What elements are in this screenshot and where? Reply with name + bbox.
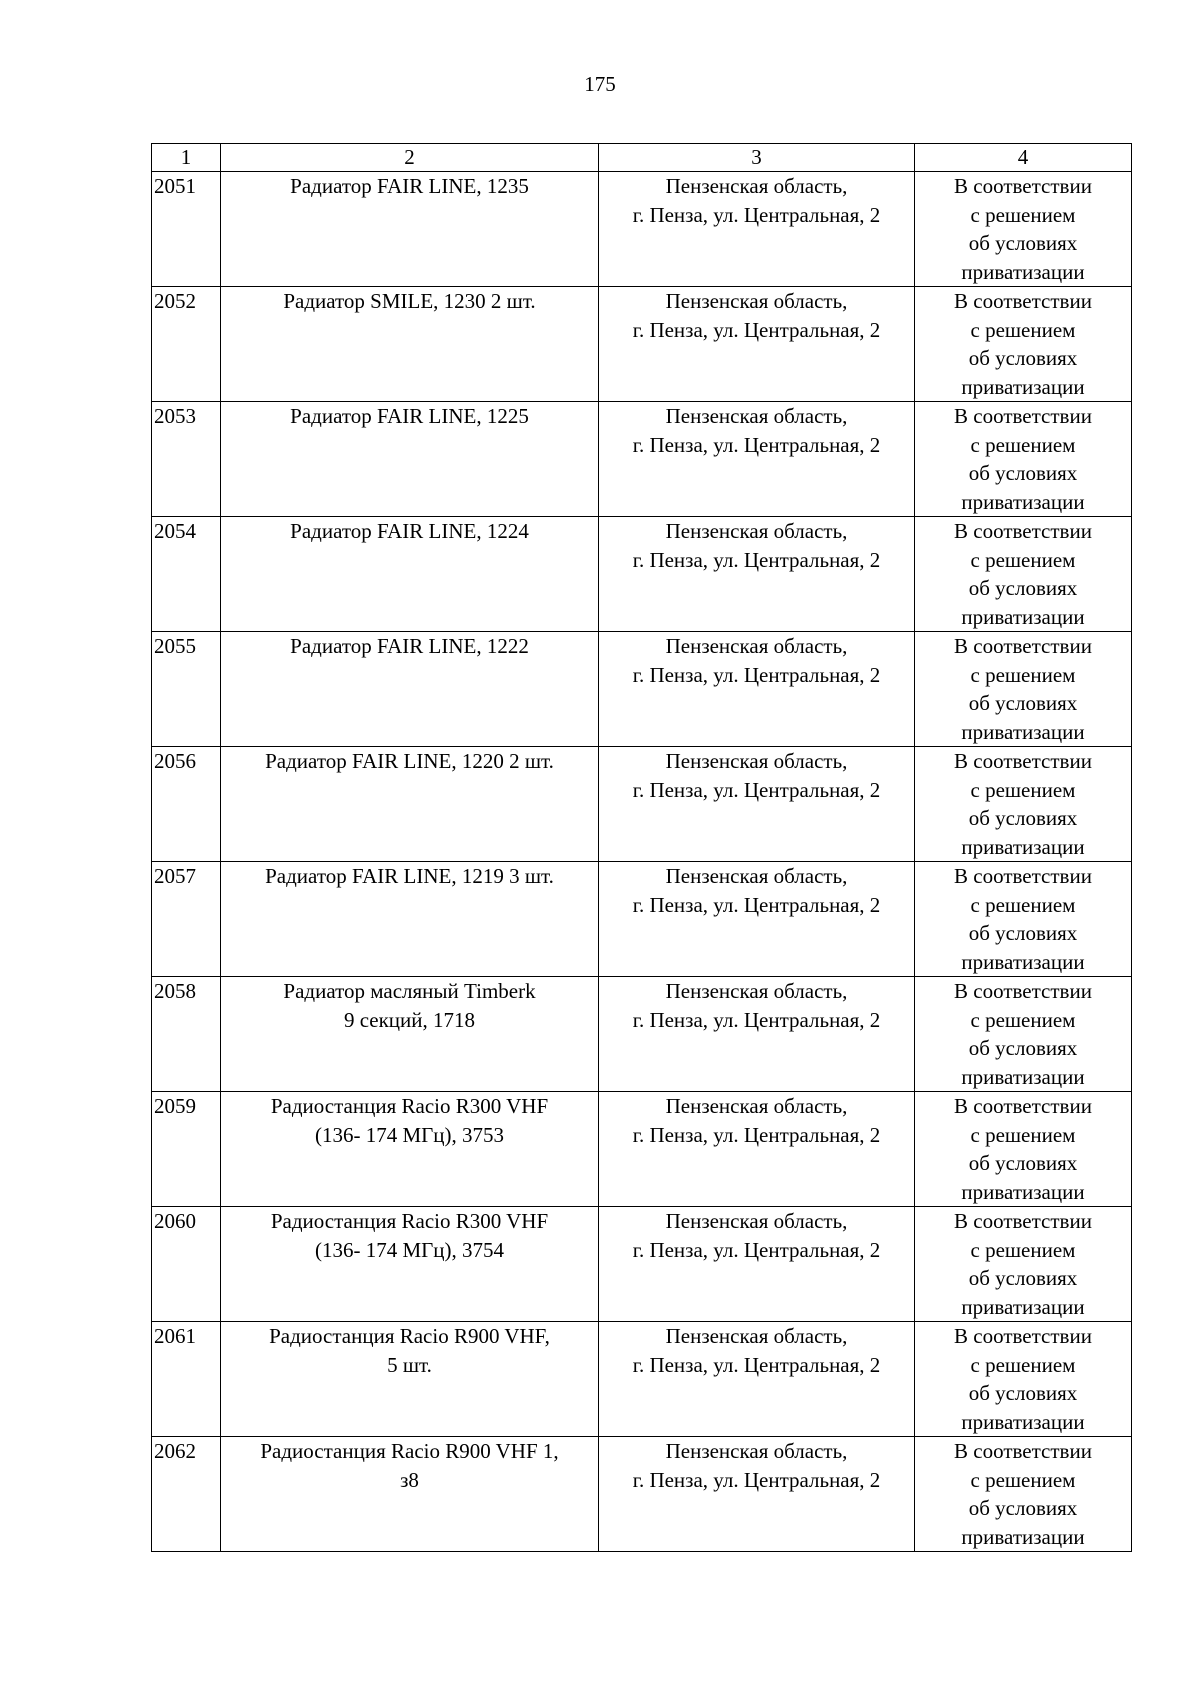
address-line: г. Пенза, ул. Центральная, 2: [632, 317, 881, 342]
table-body: [152, 172, 1132, 1552]
address-line: Пензенская область,: [665, 289, 848, 313]
row-number: 2056: [152, 747, 221, 862]
note-line: приватизации: [961, 604, 1085, 629]
note-line: с решением: [970, 1007, 1076, 1032]
note-line: В соответствии: [954, 519, 1092, 543]
note-line: В соответствии: [954, 1439, 1092, 1463]
item-name-cell: [221, 172, 599, 287]
column-header: 4: [915, 144, 1132, 172]
table-row: [152, 862, 1132, 977]
item-name-cell: [221, 862, 599, 977]
row-number: 2059: [152, 1092, 221, 1207]
note-line: об условиях: [968, 691, 1078, 715]
table-row: [152, 632, 1132, 747]
note-line: с решением: [970, 1237, 1076, 1262]
table-row: [152, 517, 1132, 632]
address-line: Пензенская область,: [665, 979, 848, 1003]
address-line: Пензенская область,: [665, 1209, 848, 1233]
table-row: [152, 402, 1132, 517]
row-number: 2062: [152, 1437, 221, 1552]
note-line: об условиях: [968, 806, 1078, 830]
note-cell: [915, 517, 1132, 632]
note-line: об условиях: [968, 576, 1078, 600]
address-cell: [599, 287, 915, 402]
item-name-cell: [221, 287, 599, 402]
item-name-line: Радиатор FAIR LINE, 1219 3 шт.: [265, 864, 554, 888]
note-line: приватизации: [961, 259, 1085, 284]
note-cell: [915, 747, 1132, 862]
item-name-line: Радиостанция Racio R900 VHF,: [269, 1324, 550, 1348]
address-cell: [599, 517, 915, 632]
row-number: 2054: [152, 517, 221, 632]
note-line: об условиях: [968, 346, 1078, 370]
note-line: приватизации: [961, 834, 1085, 859]
note-line: с решением: [970, 432, 1076, 457]
note-line: об условиях: [968, 231, 1078, 255]
item-name-line: (136- 174 МГц), 3754: [314, 1237, 505, 1262]
note-cell: [915, 172, 1132, 287]
address-cell: [599, 172, 915, 287]
address-line: г. Пенза, ул. Центральная, 2: [632, 1352, 881, 1377]
item-name-line: Радиостанция Racio R300 VHF: [270, 1209, 549, 1233]
note-cell: [915, 287, 1132, 402]
row-number: 2057: [152, 862, 221, 977]
table-header: [152, 144, 1132, 172]
item-name-cell: [221, 977, 599, 1092]
note-cell: [915, 1207, 1132, 1322]
table-row: [152, 1092, 1132, 1207]
item-name-line: Радиатор FAIR LINE, 1220 2 шт.: [265, 749, 554, 773]
note-line: В соответствии: [954, 634, 1092, 658]
note-line: В соответствии: [954, 174, 1092, 198]
item-name-line: Радиатор SMILE, 1230 2 шт.: [283, 289, 536, 313]
table-row: [152, 1207, 1132, 1322]
address-cell: [599, 1207, 915, 1322]
column-header: 3: [599, 144, 915, 172]
header-row: [152, 144, 1132, 172]
note-line: В соответствии: [954, 289, 1092, 313]
item-name-line: Радиатор FAIR LINE, 1224: [290, 519, 529, 543]
address-line: г. Пенза, ул. Центральная, 2: [632, 202, 881, 227]
item-name-line: (136- 174 МГц), 3753: [314, 1122, 505, 1147]
note-line: приватизации: [961, 374, 1085, 399]
address-line: Пензенская область,: [665, 1094, 848, 1118]
note-line: об условиях: [968, 1036, 1078, 1060]
item-name-cell: [221, 747, 599, 862]
row-number: 2055: [152, 632, 221, 747]
item-name-cell: [221, 1092, 599, 1207]
note-line: об условиях: [968, 1496, 1078, 1520]
row-number: 2053: [152, 402, 221, 517]
note-line: с решением: [970, 202, 1076, 227]
note-line: В соответствии: [954, 979, 1092, 1003]
note-line: В соответствии: [954, 749, 1092, 773]
note-line: приватизации: [961, 719, 1085, 744]
address-line: г. Пенза, ул. Центральная, 2: [632, 432, 881, 457]
column-header: 1: [152, 144, 221, 172]
note-line: В соответствии: [954, 1209, 1092, 1233]
note-line: В соответствии: [954, 404, 1092, 428]
address-cell: [599, 862, 915, 977]
item-name-line: Радиостанция Racio R300 VHF: [270, 1094, 549, 1118]
address-line: г. Пенза, ул. Центральная, 2: [632, 1007, 881, 1032]
note-line: В соответствии: [954, 864, 1092, 888]
note-line: об условиях: [968, 461, 1078, 485]
row-number: 2052: [152, 287, 221, 402]
table-row: [152, 1437, 1132, 1552]
row-number: 2058: [152, 977, 221, 1092]
table-row: [152, 172, 1132, 287]
page-number: 175: [584, 72, 616, 96]
item-name-line: Радиатор масляный Timberk: [283, 979, 536, 1003]
address-line: Пензенская область,: [665, 404, 848, 428]
note-line: с решением: [970, 662, 1076, 687]
address-line: Пензенская область,: [665, 749, 848, 773]
note-line: с решением: [970, 1467, 1076, 1492]
row-number: 2060: [152, 1207, 221, 1322]
address-cell: [599, 977, 915, 1092]
table-row: [152, 1322, 1132, 1437]
table-row: [152, 287, 1132, 402]
note-line: приватизации: [961, 1064, 1085, 1089]
note-line: приватизации: [961, 1409, 1085, 1434]
row-number: 2051: [152, 172, 221, 287]
column-header: 2: [221, 144, 599, 172]
address-line: г. Пенза, ул. Центральная, 2: [632, 1467, 881, 1492]
item-name-line: з8: [400, 1467, 419, 1492]
table-row: [152, 977, 1132, 1092]
address-line: г. Пенза, ул. Центральная, 2: [632, 777, 881, 802]
note-line: В соответствии: [954, 1324, 1092, 1348]
note-line: приватизации: [961, 489, 1085, 514]
address-line: г. Пенза, ул. Центральная, 2: [632, 892, 881, 917]
item-name-line: 9 секций, 1718: [343, 1007, 476, 1032]
note-line: В соответствии: [954, 1094, 1092, 1118]
address-line: Пензенская область,: [665, 864, 848, 888]
address-cell: [599, 1092, 915, 1207]
item-name-line: Радиатор FAIR LINE, 1225: [290, 404, 529, 428]
note-line: приватизации: [961, 949, 1085, 974]
note-line: об условиях: [968, 1266, 1078, 1290]
address-line: г. Пенза, ул. Центральная, 2: [632, 1237, 881, 1262]
item-name-cell: [221, 1437, 599, 1552]
address-line: Пензенская область,: [665, 519, 848, 543]
item-name-line: Радиостанция Racio R900 VHF 1,: [260, 1439, 559, 1463]
note-line: с решением: [970, 317, 1076, 342]
note-cell: [915, 862, 1132, 977]
note-line: с решением: [970, 892, 1076, 917]
property-table: [151, 143, 1132, 1552]
table-row: [152, 747, 1132, 862]
note-line: об условиях: [968, 1151, 1078, 1175]
address-cell: [599, 747, 915, 862]
note-line: об условиях: [968, 921, 1078, 945]
note-cell: [915, 632, 1132, 747]
address-line: г. Пенза, ул. Центральная, 2: [632, 1122, 881, 1147]
note-line: приватизации: [961, 1294, 1085, 1319]
item-name-cell: [221, 632, 599, 747]
row-number: 2061: [152, 1322, 221, 1437]
note-line: с решением: [970, 1122, 1076, 1147]
item-name-line: 5 шт.: [387, 1352, 432, 1377]
item-name-cell: [221, 402, 599, 517]
note-cell: [915, 1437, 1132, 1552]
address-line: Пензенская область,: [665, 634, 848, 658]
note-line: с решением: [970, 777, 1076, 802]
address-cell: [599, 402, 915, 517]
note-line: с решением: [970, 1352, 1076, 1377]
note-cell: [915, 1322, 1132, 1437]
address-cell: [599, 1322, 915, 1437]
item-name-line: Радиатор FAIR LINE, 1222: [290, 634, 529, 658]
item-name-cell: [221, 1207, 599, 1322]
address-cell: [599, 632, 915, 747]
note-cell: [915, 977, 1132, 1092]
address-line: Пензенская область,: [665, 1439, 848, 1463]
note-cell: [915, 402, 1132, 517]
address-line: г. Пенза, ул. Центральная, 2: [632, 547, 881, 572]
note-line: приватизации: [961, 1179, 1085, 1204]
item-name-cell: [221, 517, 599, 632]
address-line: Пензенская область,: [665, 174, 848, 198]
note-line: с решением: [970, 547, 1076, 572]
address-line: г. Пенза, ул. Центральная, 2: [632, 662, 881, 687]
item-name-cell: [221, 1322, 599, 1437]
address-line: Пензенская область,: [665, 1324, 848, 1348]
note-line: приватизации: [961, 1524, 1085, 1549]
note-cell: [915, 1092, 1132, 1207]
note-line: об условиях: [968, 1381, 1078, 1405]
address-cell: [599, 1437, 915, 1552]
item-name-line: Радиатор FAIR LINE, 1235: [290, 174, 529, 198]
